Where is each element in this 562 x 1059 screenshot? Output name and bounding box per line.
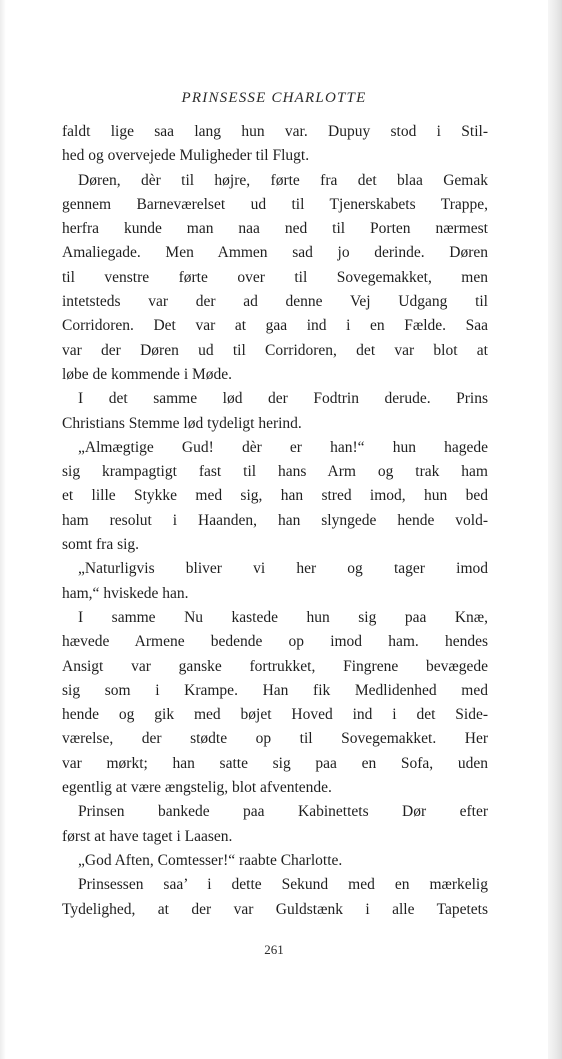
text-line: „Naturligvis bliver vi her og tager imod — [78, 560, 488, 578]
text-line: Christians Stemme lød tydeligt herind. — [62, 414, 302, 432]
text-line: I det samme lød der Fodtrin derude. Prins — [78, 390, 488, 408]
text-line: herfra kunde man naa ned til Porten nærmest — [62, 220, 488, 238]
text-line: sig krampagtigt fast til hans Arm og trak ham — [62, 463, 488, 481]
text-line: Corridoren. Det var at gaa ind i en Fælde. Saa — [62, 317, 488, 335]
text-line: hævede Armene bedende op imod ham. hendes — [62, 633, 488, 651]
text-line: Amaliegade. Men Ammen sad jo derinde. Døren — [62, 244, 488, 262]
text-line: et lille Stykke med sig, han stred imod, hun bed — [62, 487, 488, 505]
text-line: værelse, der stødte op til Sovegemakket. Her — [62, 730, 488, 748]
text-line: somt fra sig. — [62, 536, 140, 554]
text-line: hende og gik med bøjet Hoved ind i det Side- — [62, 706, 488, 724]
text-line: „Almægtige Gud! dèr er han!“ hun hagede — [78, 438, 488, 456]
text-line: var der Døren ud til Corridoren, det var blot at — [62, 341, 488, 359]
text-line: gennem Barneværelset ud til Tjenerskabets Trappe, — [62, 195, 488, 213]
text-line: sig som i Krampe. Han fik Medlidenhed med — [62, 681, 488, 699]
text-line: var mørkt; han satte sig paa en Sofa, uden — [62, 754, 488, 772]
text-line: først at have taget i Laasen. — [62, 827, 233, 845]
text-line: intetsteds var der ad denne Vej Udgang til — [62, 293, 488, 311]
text-line: faldt lige saa lang hun var. Dupuy stod i Stil- — [62, 123, 488, 140]
scan-right-edge — [548, 0, 562, 1059]
page-number: 261 — [264, 942, 284, 957]
text-line: Prinsen bankede paa Kabinettets Dør efter — [78, 803, 488, 821]
body-text — [62, 120, 488, 922]
text-line: til venstre førte over til Sovegemakket, men — [62, 268, 488, 286]
text-line: ham resolut i Haanden, han slyngede hende vold- — [62, 511, 488, 529]
text-line: egentlig at være ængstelig, blot afventende. — [62, 779, 332, 797]
running-header: PRINSESSE CHARLOTTE — [181, 90, 367, 106]
text-line: ham,“ hviskede han. — [62, 584, 189, 602]
text-line: Prinsessen saa’ i dette Sekund med en mærkelig — [78, 876, 488, 894]
text-line: løbe de kommende i Møde. — [62, 365, 233, 383]
text-line: „God Aften, Comtesser!“ raabte Charlotte. — [78, 851, 343, 869]
text-line: Ansigt var ganske fortrukket, Fingrene bevægede — [62, 657, 488, 675]
text-line: hed og overvejede Muligheder til Flugt. — [62, 147, 310, 165]
text-line: I samme Nu kastede hun sig paa Knæ, — [78, 608, 488, 626]
scan-left-edge — [0, 0, 6, 1059]
text-line: Tydelighed, at der var Guldstænk i alle Tapetets — [62, 900, 488, 918]
text-line: Døren, dèr til højre, førte fra det blaa Gemak — [78, 171, 488, 189]
